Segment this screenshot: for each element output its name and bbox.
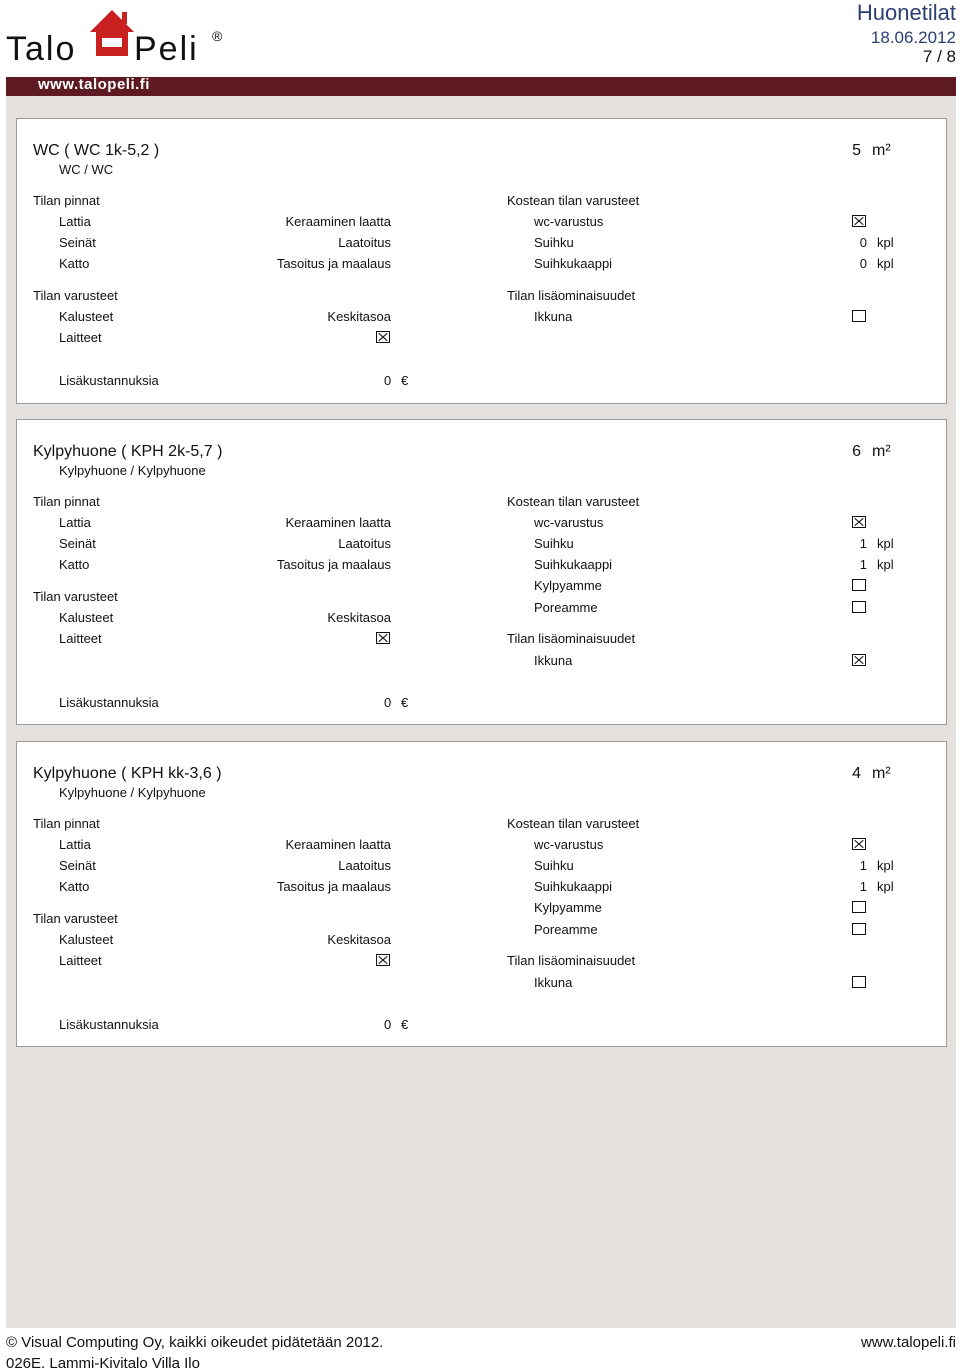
document-date: 18.06.2012 <box>870 28 956 47</box>
checkbox-empty-icon[interactable] <box>852 579 866 591</box>
registered-mark: ® <box>212 28 223 44</box>
room-panel-2 <box>16 419 947 725</box>
shower-count: 0 <box>859 235 867 250</box>
walls-value: Laatoitus <box>338 536 391 551</box>
bathtub-label: Kylpyamme <box>534 900 602 915</box>
equipment-heading: Tilan varusteet <box>33 911 118 926</box>
equipment-heading: Tilan varusteet <box>33 589 118 604</box>
floor-value: Keraaminen laatta <box>285 837 391 852</box>
logo-text-peli: Peli <box>134 30 199 68</box>
ceiling-label: Katto <box>59 256 90 271</box>
talopeli-logo[interactable] <box>6 8 236 70</box>
wc-label: wc-varustus <box>534 214 604 229</box>
shower-label: Suihku <box>534 858 574 873</box>
checkbox-empty-icon[interactable] <box>852 601 866 613</box>
furniture-value: Keskitasoa <box>327 932 391 947</box>
extra-costs-label: Lisäkustannuksia <box>59 1017 159 1032</box>
room-area: 6 <box>852 443 861 460</box>
cabinet-label: Suihkukaappi <box>534 256 613 271</box>
shower-count: 1 <box>859 536 867 551</box>
footer-url-link[interactable]: www.talopeli.fi <box>860 1334 956 1351</box>
shower-unit: kpl <box>877 235 894 250</box>
banner-url-link[interactable]: www.talopeli.fi <box>38 76 150 93</box>
shower-unit: kpl <box>877 536 894 551</box>
shower-count: 1 <box>859 858 867 873</box>
room-subtitle: WC / WC <box>59 162 114 177</box>
room-area-unit: m² <box>872 765 891 782</box>
furniture-label: Kalusteet <box>59 932 114 947</box>
cabinet-count: 1 <box>859 879 867 894</box>
footer-copyright: © Visual Computing Oy, kaikki oikeudet pidätetään 2012. <box>6 1334 384 1351</box>
walls-label: Seinät <box>59 536 96 551</box>
wet-room-heading: Kostean tilan varusteet <box>507 816 640 831</box>
extra-costs-currency: € <box>401 695 409 710</box>
checkbox-empty-icon[interactable] <box>852 310 866 322</box>
cabinet-label: Suihkukaappi <box>534 557 613 572</box>
furniture-label: Kalusteet <box>59 610 114 625</box>
surfaces-heading: Tilan pinnat <box>33 193 100 208</box>
window-label: Ikkuna <box>534 309 573 324</box>
extra-costs-value: 0 <box>384 373 392 388</box>
surfaces-heading: Tilan pinnat <box>33 816 100 831</box>
extra-costs-currency: € <box>401 1017 409 1032</box>
house-icon <box>86 8 138 58</box>
wc-label: wc-varustus <box>534 515 604 530</box>
extra-costs-value: 0 <box>384 695 392 710</box>
checkbox-checked-icon[interactable] <box>376 331 390 343</box>
cabinet-unit: kpl <box>877 557 894 572</box>
shower-label: Suihku <box>534 536 574 551</box>
banner-bar <box>6 77 956 96</box>
cabinet-count: 1 <box>859 557 867 572</box>
page-number: 7 / 8 <box>922 47 956 66</box>
furniture-value: Keskitasoa <box>327 610 391 625</box>
window-label: Ikkuna <box>534 653 573 668</box>
cabinet-count: 0 <box>859 256 867 271</box>
appliances-label: Laitteet <box>59 330 102 345</box>
ceiling-value: Tasoitus ja maalaus <box>276 256 391 271</box>
ceiling-value: Tasoitus ja maalaus <box>276 557 391 572</box>
bathtub-label: Kylpyamme <box>534 578 602 593</box>
shower-label: Suihku <box>534 235 574 250</box>
whirlpool-label: Poreamme <box>534 922 598 937</box>
walls-label: Seinät <box>59 858 96 873</box>
ceiling-label: Katto <box>59 879 90 894</box>
checkbox-checked-icon[interactable] <box>852 516 866 528</box>
walls-value: Laatoitus <box>338 858 391 873</box>
footer-project: 026E. Lammi-Kivitalo Villa Ilo <box>6 1355 200 1371</box>
floor-value: Keraaminen laatta <box>285 214 391 229</box>
checkbox-checked-icon[interactable] <box>376 954 390 966</box>
room-title: Kylpyhuone ( KPH 2k-5,7 ) <box>33 443 223 460</box>
room-title: Kylpyhuone ( KPH kk-3,6 ) <box>33 765 222 782</box>
checkbox-checked-icon[interactable] <box>376 632 390 644</box>
equipment-heading: Tilan varusteet <box>33 288 118 303</box>
cabinet-unit: kpl <box>877 879 894 894</box>
room-area: 5 <box>852 142 861 159</box>
extra-costs-value: 0 <box>384 1017 392 1032</box>
checkbox-checked-icon[interactable] <box>852 654 866 666</box>
logo-text-talo: Talo <box>6 30 77 68</box>
room-panel-3 <box>16 741 947 1047</box>
extra-costs-label: Lisäkustannuksia <box>59 373 159 388</box>
extra-costs-currency: € <box>401 373 409 388</box>
room-area-unit: m² <box>872 443 891 460</box>
floor-value: Keraaminen laatta <box>285 515 391 530</box>
room-area: 4 <box>852 765 861 782</box>
room-title: WC ( WC 1k-5,2 ) <box>33 142 160 159</box>
whirlpool-label: Poreamme <box>534 600 598 615</box>
cabinet-label: Suihkukaappi <box>534 879 613 894</box>
walls-value: Laatoitus <box>338 235 391 250</box>
checkbox-checked-icon[interactable] <box>852 215 866 227</box>
appliances-label: Laitteet <box>59 631 102 646</box>
floor-label: Lattia <box>59 515 91 530</box>
extra-features-heading: Tilan lisäominaisuudet <box>507 631 636 646</box>
appliances-label: Laitteet <box>59 953 102 968</box>
furniture-label: Kalusteet <box>59 309 114 324</box>
checkbox-checked-icon[interactable] <box>852 838 866 850</box>
room-panel-1 <box>16 118 947 404</box>
furniture-value: Keskitasoa <box>327 309 391 324</box>
wet-room-heading: Kostean tilan varusteet <box>507 494 640 509</box>
walls-label: Seinät <box>59 235 96 250</box>
extra-features-heading: Tilan lisäominaisuudet <box>507 288 636 303</box>
checkbox-empty-icon[interactable] <box>852 976 866 988</box>
extra-features-heading: Tilan lisäominaisuudet <box>507 953 636 968</box>
room-area-unit: m² <box>872 142 891 159</box>
surfaces-heading: Tilan pinnat <box>33 494 100 509</box>
ceiling-value: Tasoitus ja maalaus <box>276 879 391 894</box>
checkbox-empty-icon[interactable] <box>852 923 866 935</box>
window-label: Ikkuna <box>534 975 573 990</box>
shower-unit: kpl <box>877 858 894 873</box>
floor-label: Lattia <box>59 837 91 852</box>
floor-label: Lattia <box>59 214 91 229</box>
checkbox-empty-icon[interactable] <box>852 901 866 913</box>
ceiling-label: Katto <box>59 557 90 572</box>
extra-costs-label: Lisäkustannuksia <box>59 695 159 710</box>
document-title: Huonetilat <box>856 0 956 25</box>
room-subtitle: Kylpyhuone / Kylpyhuone <box>59 463 206 478</box>
room-subtitle: Kylpyhuone / Kylpyhuone <box>59 785 206 800</box>
wet-room-heading: Kostean tilan varusteet <box>507 193 640 208</box>
cabinet-unit: kpl <box>877 256 894 271</box>
wc-label: wc-varustus <box>534 837 604 852</box>
